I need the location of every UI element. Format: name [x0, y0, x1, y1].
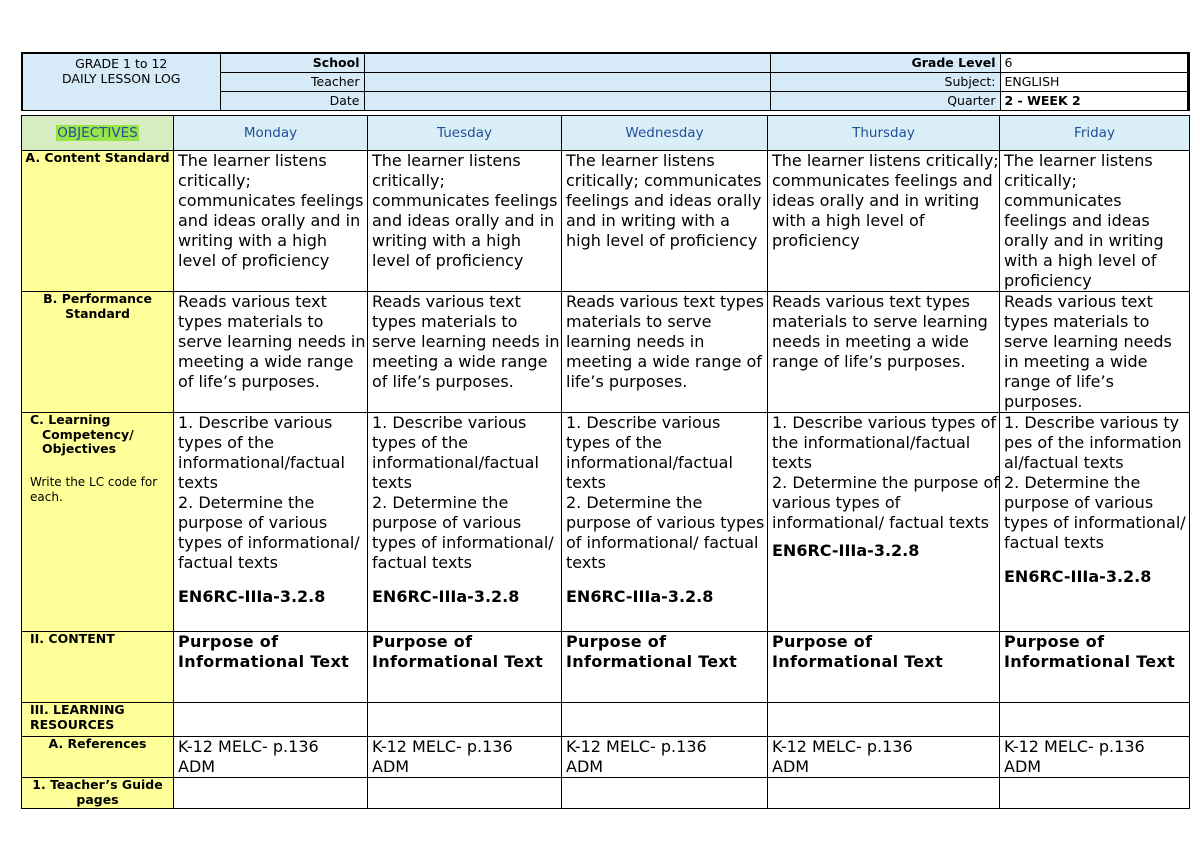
competency-code: EN6RC-IIIa-3.2.8 — [566, 587, 714, 606]
competency-tuesday[interactable] — [368, 413, 562, 632]
teacher-field[interactable] — [364, 73, 770, 92]
reference-line1: K-12 MELC- p.136 — [1004, 737, 1145, 756]
resources-wednesday[interactable] — [562, 703, 768, 737]
content-standard-thursday[interactable]: The learner listens critically; communicates feelings and ideas orally and in writing with a high level of proficiency — [768, 151, 1000, 292]
teachers-guide-thursday[interactable] — [768, 778, 1000, 809]
content-tuesday[interactable]: Purpose of Informational Text — [368, 632, 562, 703]
content-friday[interactable]: Purpose of Informational Text — [1000, 632, 1190, 703]
reference-line1: K-12 MELC- p.136 — [178, 737, 319, 756]
performance-standard-thursday[interactable]: Reads various text types materials to serve learning needs in meeting a wide range of life’s purposes. — [768, 292, 1000, 413]
competency-wednesday[interactable] — [562, 413, 768, 632]
competency-code: EN6RC-IIIa-3.2.8 — [178, 587, 326, 606]
date-field[interactable] — [364, 92, 770, 111]
competency-2: 2. Determine the purpose of various types of informational/ factual texts — [566, 493, 765, 572]
teachers-guide-row — [22, 778, 1190, 809]
competency-thursday[interactable] — [768, 413, 1000, 632]
content-standard-label: A. Content Standard — [22, 151, 174, 292]
resources-row — [22, 703, 1190, 737]
performance-standard-monday[interactable]: Reads various text types materials to serve learning needs in meeting a wide range of life’s purposes. — [174, 292, 368, 413]
day-header-thursday: Thursday — [768, 116, 1000, 151]
day-header-tuesday: Tuesday — [368, 116, 562, 151]
school-field[interactable] — [364, 53, 770, 73]
objectives-label: OBJECTIVES — [57, 125, 138, 141]
objectives-header — [22, 116, 174, 151]
day-header-monday: Monday — [174, 116, 368, 151]
quarter-label: Quarter — [770, 92, 1000, 111]
competency-1: 1. Describe various types of the informational/factual texts — [1004, 413, 1182, 472]
references-monday[interactable] — [174, 737, 368, 778]
references-row — [22, 737, 1190, 778]
references-label: A. References — [22, 737, 174, 778]
content-thursday[interactable]: Purpose of Informational Text — [768, 632, 1000, 703]
teacher-label: Teacher — [220, 73, 364, 92]
references-thursday[interactable] — [768, 737, 1000, 778]
competency-2: 2. Determine the purpose of various types of informational/ factual texts — [772, 473, 999, 532]
content-wednesday[interactable]: Purpose of Informational Text — [562, 632, 768, 703]
content-row — [22, 632, 1190, 703]
competency-code: EN6RC-IIIa-3.2.8 — [1004, 567, 1152, 586]
performance-standard-row — [22, 292, 1190, 413]
competency-row — [22, 413, 1190, 632]
competency-code: EN6RC-IIIa-3.2.8 — [372, 587, 520, 606]
competency-2: 2. Determine the purpose of various types of informational/ factual texts — [1004, 473, 1186, 552]
reference-line1: K-12 MELC- p.136 — [772, 737, 913, 756]
content-monday[interactable]: Purpose of Informational Text — [174, 632, 368, 703]
reference-line2: ADM — [372, 757, 410, 776]
competency-friday[interactable] — [1000, 413, 1190, 632]
reference-line2: ADM — [772, 757, 810, 776]
subject-value[interactable]: ENGLISH — [1000, 73, 1188, 92]
resources-thursday[interactable] — [768, 703, 1000, 737]
content-standard-tuesday[interactable]: The learner listens critically; communicates feelings and ideas orally and in writing with a high level of proficiency — [368, 151, 562, 292]
performance-standard-friday[interactable]: Reads various text types materials to serve learning needs in meeting a wide range of life’s purposes. — [1000, 292, 1190, 413]
lesson-log-table — [21, 115, 1190, 809]
log-title-line2: DAILY LESSON LOG — [62, 71, 181, 86]
teachers-guide-tuesday[interactable] — [368, 778, 562, 809]
competency-1: 1. Describe various types of the informational/factual texts — [178, 413, 345, 492]
resources-tuesday[interactable] — [368, 703, 562, 737]
day-header-wednesday: Wednesday — [562, 116, 768, 151]
content-label: II. CONTENT — [22, 632, 174, 703]
performance-standard-tuesday[interactable]: Reads various text types materials to serve learning needs in meeting a wide range of life’s purposes. — [368, 292, 562, 413]
references-friday[interactable] — [1000, 737, 1190, 778]
header-table — [21, 52, 1190, 111]
grade-level-value[interactable]: 6 — [1000, 53, 1188, 73]
reference-line2: ADM — [178, 757, 216, 776]
content-standard-friday[interactable]: The learner listens critically; communicates feelings and ideas orally and in writing with a high level of proficiency — [1000, 151, 1190, 292]
competency-note: Write the LC code for each. — [30, 474, 158, 504]
content-standard-wednesday[interactable]: The learner listens critically; communicates feelings and ideas orally and in writing with a high level of proficiency — [562, 151, 768, 292]
competency-label-line2: Competency/ Objectives — [42, 426, 134, 456]
competency-1: 1. Describe various types of the informational/factual texts — [372, 413, 539, 492]
teachers-guide-friday[interactable] — [1000, 778, 1190, 809]
school-label: School — [220, 53, 364, 73]
resources-label: III. LEARNING RESOURCES — [22, 703, 174, 737]
competency-1: 1. Describe various types of the informational/factual texts — [566, 413, 733, 492]
teachers-guide-monday[interactable] — [174, 778, 368, 809]
references-wednesday[interactable] — [562, 737, 768, 778]
reference-line2: ADM — [1004, 757, 1042, 776]
grade-level-label: Grade Level — [770, 53, 1000, 73]
reference-line1: K-12 MELC- p.136 — [372, 737, 513, 756]
subject-label: Subject: — [770, 73, 1000, 92]
performance-standard-label: B. Performance Standard — [22, 292, 174, 413]
competency-2: 2. Determine the purpose of various types of informational/ factual texts — [178, 493, 360, 572]
content-standard-monday[interactable]: The learner listens critically; communicates feelings and ideas orally and in writing with a high level of proficiency — [174, 151, 368, 292]
competency-label-line1: C. Learning — [30, 412, 111, 427]
competency-monday[interactable] — [174, 413, 368, 632]
date-label: Date — [220, 92, 364, 111]
log-title-line1: GRADE 1 to 12 — [75, 56, 168, 71]
competency-2: 2. Determine the purpose of various types of informational/ factual texts — [372, 493, 554, 572]
teachers-guide-wednesday[interactable] — [562, 778, 768, 809]
competency-label — [22, 413, 174, 632]
content-standard-row — [22, 151, 1190, 292]
day-header-friday: Friday — [1000, 116, 1190, 151]
resources-monday[interactable] — [174, 703, 368, 737]
reference-line1: K-12 MELC- p.136 — [566, 737, 707, 756]
teachers-guide-label: 1. Teacher’s Guide pages — [22, 778, 174, 809]
references-tuesday[interactable] — [368, 737, 562, 778]
reference-line2: ADM — [566, 757, 604, 776]
competency-code: EN6RC-IIIa-3.2.8 — [772, 541, 920, 560]
performance-standard-wednesday[interactable]: Reads various text types materials to serve learning needs in meeting a wide range of life’s purposes. — [562, 292, 768, 413]
quarter-value[interactable]: 2 - WEEK 2 — [1000, 92, 1188, 111]
competency-1: 1. Describe various types of the informational/factual texts — [772, 413, 996, 472]
resources-friday[interactable] — [1000, 703, 1190, 737]
log-title — [22, 53, 220, 111]
